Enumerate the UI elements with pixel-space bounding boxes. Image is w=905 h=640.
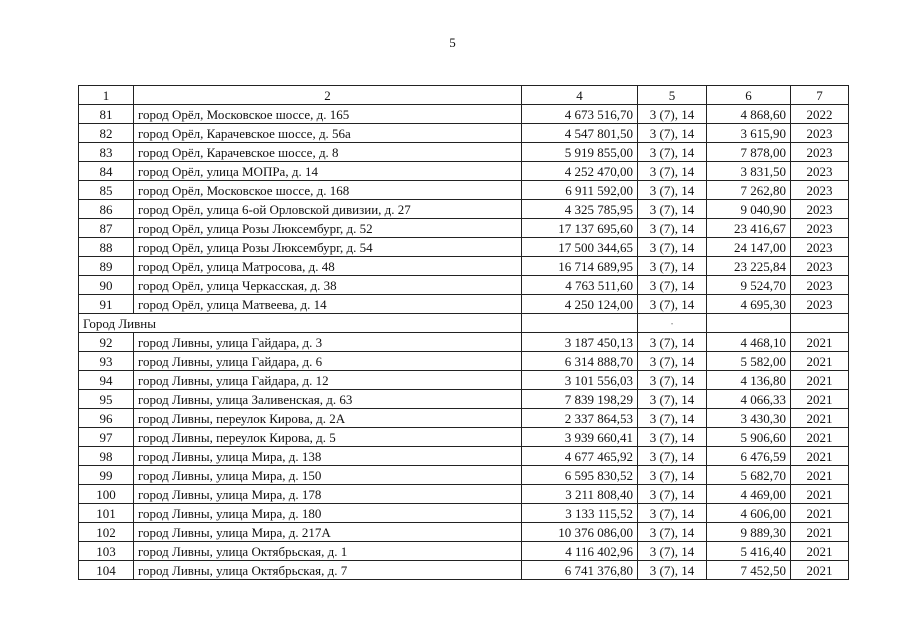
section-title: Город Ливны — [79, 314, 522, 333]
cost-cell: 6 595 830,52 — [522, 466, 638, 485]
year-cell: 2021 — [791, 390, 849, 409]
address-cell: город Ливны, улица Октябрьская, д. 1 — [134, 542, 522, 561]
area-cell: 4 606,00 — [707, 504, 791, 523]
year-cell: 2023 — [791, 200, 849, 219]
header-cell: 1 — [79, 86, 134, 105]
code-cell: 3 (7), 14 — [638, 542, 707, 561]
row-number-cell: 85 — [79, 181, 134, 200]
address-cell: город Ливны, улица Мира, д. 217А — [134, 523, 522, 542]
table-row — [79, 485, 849, 504]
area-cell: 23 225,84 — [707, 257, 791, 276]
table-row — [79, 219, 849, 238]
address-cell: город Орёл, Карачевское шоссе, д. 56а — [134, 124, 522, 143]
table-row — [79, 466, 849, 485]
table-row — [79, 105, 849, 124]
header-cell: 2 — [134, 86, 522, 105]
row-number-cell: 83 — [79, 143, 134, 162]
cost-cell: 4 250 124,00 — [522, 295, 638, 314]
year-cell: 2023 — [791, 124, 849, 143]
row-number-cell: 92 — [79, 333, 134, 352]
empty-cell — [791, 314, 849, 333]
cost-cell: 3 187 450,13 — [522, 333, 638, 352]
address-cell: город Ливны, улица Октябрьская, д. 7 — [134, 561, 522, 580]
table-row — [79, 295, 849, 314]
row-number-cell: 93 — [79, 352, 134, 371]
address-cell: город Орёл, Московское шоссе, д. 165 — [134, 105, 522, 124]
cost-cell: 3 211 808,40 — [522, 485, 638, 504]
cost-cell: 4 677 465,92 — [522, 447, 638, 466]
area-cell: 7 878,00 — [707, 143, 791, 162]
year-cell: 2021 — [791, 352, 849, 371]
address-cell: город Орёл, улица Матвеева, д. 14 — [134, 295, 522, 314]
header-cell: 7 — [791, 86, 849, 105]
header-cell: 6 — [707, 86, 791, 105]
row-number-cell: 84 — [79, 162, 134, 181]
address-cell: город Орёл, улица Черкасская, д. 38 — [134, 276, 522, 295]
area-cell: 24 147,00 — [707, 238, 791, 257]
row-number-cell: 100 — [79, 485, 134, 504]
row-number-cell: 101 — [79, 504, 134, 523]
code-cell: 3 (7), 14 — [638, 371, 707, 390]
table-row — [79, 333, 849, 352]
cost-cell: 6 741 376,80 — [522, 561, 638, 580]
address-cell: город Ливны, улица Мира, д. 150 — [134, 466, 522, 485]
area-cell: 23 416,67 — [707, 219, 791, 238]
address-cell: город Орёл, улица Розы Люксембург, д. 54 — [134, 238, 522, 257]
row-number-cell: 82 — [79, 124, 134, 143]
year-cell: 2023 — [791, 295, 849, 314]
year-cell: 2021 — [791, 485, 849, 504]
row-number-cell: 88 — [79, 238, 134, 257]
year-cell: 2023 — [791, 219, 849, 238]
table-row — [79, 523, 849, 542]
address-cell: город Орёл, улица Розы Люксембург, д. 52 — [134, 219, 522, 238]
code-cell: 3 (7), 14 — [638, 523, 707, 542]
code-cell: 3 (7), 14 — [638, 428, 707, 447]
scan-dot: · — [669, 315, 675, 331]
year-cell: 2023 — [791, 276, 849, 295]
cost-cell: 6 911 592,00 — [522, 181, 638, 200]
table-row — [79, 447, 849, 466]
address-cell: город Ливны, улица Мира, д. 138 — [134, 447, 522, 466]
address-cell: город Ливны, улица Заливенская, д. 63 — [134, 390, 522, 409]
table-row — [79, 238, 849, 257]
area-cell: 7 452,50 — [707, 561, 791, 580]
table-row — [79, 352, 849, 371]
area-cell: 9 040,90 — [707, 200, 791, 219]
registry-table — [78, 85, 849, 580]
address-cell: город Орёл, улица Матросова, д. 48 — [134, 257, 522, 276]
table-row — [79, 542, 849, 561]
code-cell: 3 (7), 14 — [638, 447, 707, 466]
cost-cell: 4 763 511,60 — [522, 276, 638, 295]
area-cell: 4 136,80 — [707, 371, 791, 390]
table-row — [79, 200, 849, 219]
address-cell: город Ливны, улица Мира, д. 178 — [134, 485, 522, 504]
table-row — [79, 257, 849, 276]
area-cell: 6 476,59 — [707, 447, 791, 466]
code-cell: 3 (7), 14 — [638, 181, 707, 200]
cost-cell: 17 500 344,65 — [522, 238, 638, 257]
code-cell: 3 (7), 14 — [638, 200, 707, 219]
cost-cell: 4 547 801,50 — [522, 124, 638, 143]
header-cell: 5 — [638, 86, 707, 105]
area-cell: 4 868,60 — [707, 105, 791, 124]
code-cell: 3 (7), 14 — [638, 466, 707, 485]
table-row — [79, 181, 849, 200]
row-number-cell: 94 — [79, 371, 134, 390]
area-cell: 4 066,33 — [707, 390, 791, 409]
code-cell: 3 (7), 14 — [638, 561, 707, 580]
header-row — [79, 86, 849, 105]
cost-cell: 6 314 888,70 — [522, 352, 638, 371]
section-row-group — [79, 314, 849, 333]
table-row — [79, 504, 849, 523]
livny-rows — [79, 333, 849, 580]
address-cell: город Ливны, переулок Кирова, д. 5 — [134, 428, 522, 447]
cost-cell: 3 133 115,52 — [522, 504, 638, 523]
code-cell: 3 (7), 14 — [638, 162, 707, 181]
cost-cell: 16 714 689,95 — [522, 257, 638, 276]
row-number-cell: 90 — [79, 276, 134, 295]
code-cell: 3 (7), 14 — [638, 219, 707, 238]
area-cell: 3 615,90 — [707, 124, 791, 143]
year-cell: 2021 — [791, 561, 849, 580]
row-number-cell: 102 — [79, 523, 134, 542]
address-cell: город Ливны, улица Мира, д. 180 — [134, 504, 522, 523]
code-cell: 3 (7), 14 — [638, 352, 707, 371]
year-cell: 2021 — [791, 371, 849, 390]
table-row — [79, 409, 849, 428]
code-cell: 3 (7), 14 — [638, 124, 707, 143]
code-cell: 3 (7), 14 — [638, 238, 707, 257]
cost-cell: 7 839 198,29 — [522, 390, 638, 409]
header-cell: 4 — [522, 86, 638, 105]
row-number-cell: 81 — [79, 105, 134, 124]
code-cell: 3 (7), 14 — [638, 276, 707, 295]
year-cell: 2021 — [791, 504, 849, 523]
code-cell: 3 (7), 14 — [638, 390, 707, 409]
empty-cell — [522, 314, 638, 333]
cost-cell: 4 116 402,96 — [522, 542, 638, 561]
area-cell: 3 430,30 — [707, 409, 791, 428]
year-cell: 2022 — [791, 105, 849, 124]
area-cell: 7 262,80 — [707, 181, 791, 200]
cost-cell: 5 919 855,00 — [522, 143, 638, 162]
table-row — [79, 162, 849, 181]
code-cell: 3 (7), 14 — [638, 485, 707, 504]
cost-cell: 4 673 516,70 — [522, 105, 638, 124]
address-cell: город Ливны, переулок Кирова, д. 2А — [134, 409, 522, 428]
year-cell: 2021 — [791, 428, 849, 447]
year-cell: 2023 — [791, 162, 849, 181]
table-row — [79, 561, 849, 580]
area-cell: 9 889,30 — [707, 523, 791, 542]
year-cell: 2023 — [791, 257, 849, 276]
row-number-cell: 95 — [79, 390, 134, 409]
area-cell: 3 831,50 — [707, 162, 791, 181]
code-cell: 3 (7), 14 — [638, 143, 707, 162]
area-cell: 5 682,70 — [707, 466, 791, 485]
table-row — [79, 276, 849, 295]
address-cell: город Ливны, улица Гайдара, д. 3 — [134, 333, 522, 352]
address-cell: город Орёл, Московское шоссе, д. 168 — [134, 181, 522, 200]
code-cell: 3 (7), 14 — [638, 105, 707, 124]
year-cell: 2023 — [791, 181, 849, 200]
address-cell: город Ливны, улица Гайдара, д. 6 — [134, 352, 522, 371]
area-cell: 9 524,70 — [707, 276, 791, 295]
cost-cell: 17 137 695,60 — [522, 219, 638, 238]
row-number-cell: 87 — [79, 219, 134, 238]
year-cell: 2021 — [791, 409, 849, 428]
code-cell: 3 (7), 14 — [638, 409, 707, 428]
year-cell: 2021 — [791, 523, 849, 542]
table-row — [79, 371, 849, 390]
row-number-cell: 104 — [79, 561, 134, 580]
empty-cell — [707, 314, 791, 333]
code-cell: 3 (7), 14 — [638, 257, 707, 276]
row-number-cell: 91 — [79, 295, 134, 314]
row-number-cell: 98 — [79, 447, 134, 466]
area-cell: 5 906,60 — [707, 428, 791, 447]
cost-cell: 4 252 470,00 — [522, 162, 638, 181]
cost-cell: 3 939 660,41 — [522, 428, 638, 447]
year-cell: 2021 — [791, 447, 849, 466]
year-cell: 2021 — [791, 333, 849, 352]
row-number-cell: 89 — [79, 257, 134, 276]
year-cell: 2023 — [791, 143, 849, 162]
code-cell: 3 (7), 14 — [638, 333, 707, 352]
area-cell: 5 582,00 — [707, 352, 791, 371]
row-number-cell: 97 — [79, 428, 134, 447]
address-cell: город Орёл, улица 6-ой Орловской дивизии, д. 27 — [134, 200, 522, 219]
address-cell: город Ливны, улица Гайдара, д. 12 — [134, 371, 522, 390]
area-cell: 5 416,40 — [707, 542, 791, 561]
address-cell: город Орёл, Карачевское шоссе, д. 8 — [134, 143, 522, 162]
table-row — [79, 390, 849, 409]
row-number-cell: 96 — [79, 409, 134, 428]
table-row — [79, 143, 849, 162]
code-cell: 3 (7), 14 — [638, 504, 707, 523]
table-row — [79, 124, 849, 143]
area-cell: 4 469,00 — [707, 485, 791, 504]
cost-cell: 10 376 086,00 — [522, 523, 638, 542]
address-cell: город Орёл, улица МОПРа, д. 14 — [134, 162, 522, 181]
area-cell: 4 695,30 — [707, 295, 791, 314]
table-row — [79, 428, 849, 447]
code-cell: 3 (7), 14 — [638, 295, 707, 314]
empty-cell — [638, 314, 707, 333]
cost-cell: 3 101 556,03 — [522, 371, 638, 390]
cost-cell: 4 325 785,95 — [522, 200, 638, 219]
year-cell: 2023 — [791, 238, 849, 257]
area-cell: 4 468,10 — [707, 333, 791, 352]
row-number-cell: 99 — [79, 466, 134, 485]
section-row — [79, 314, 849, 333]
oryol-rows — [79, 105, 849, 314]
cost-cell: 2 337 864,53 — [522, 409, 638, 428]
page-number: 5 — [449, 35, 456, 50]
year-cell: 2021 — [791, 466, 849, 485]
year-cell: 2021 — [791, 542, 849, 561]
row-number-cell: 86 — [79, 200, 134, 219]
row-number-cell: 103 — [79, 542, 134, 561]
